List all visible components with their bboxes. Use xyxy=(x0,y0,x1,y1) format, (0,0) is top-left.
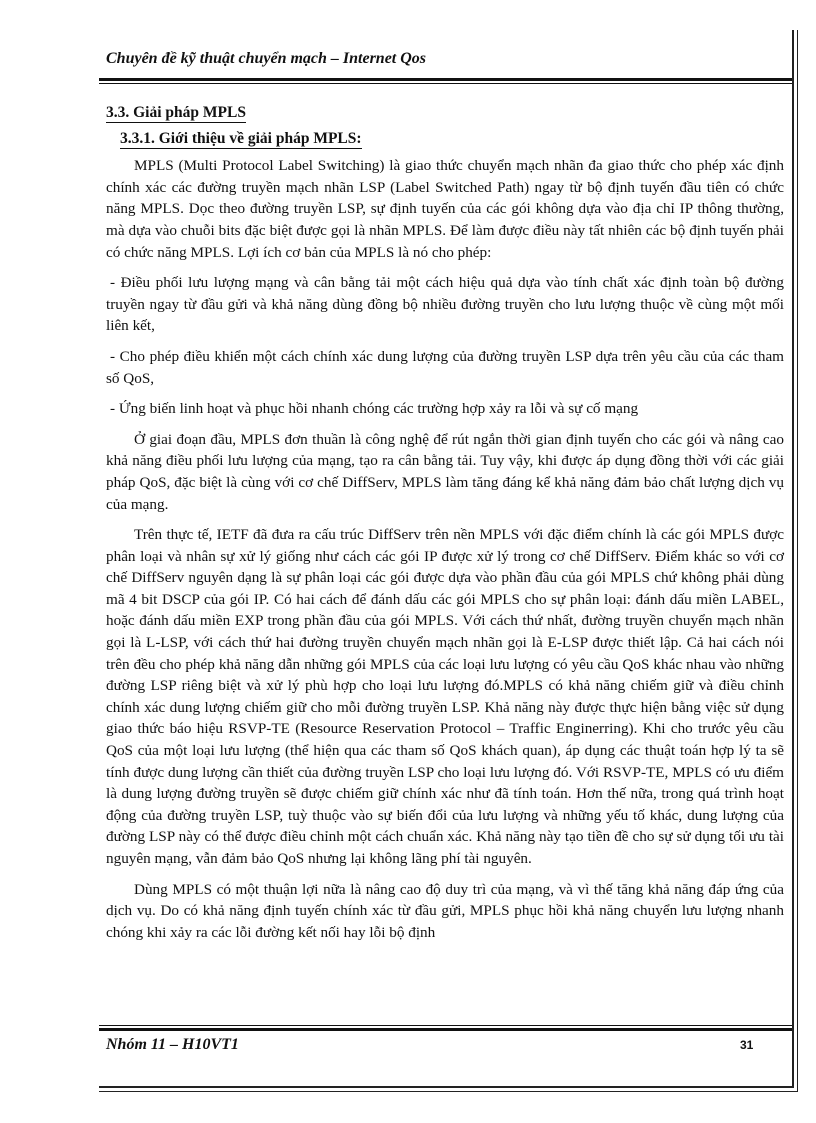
subsection-heading: 3.3.1. Giới thiệu về giải pháp MPLS: xyxy=(120,129,362,147)
paragraph: Dùng MPLS có một thuận lợi nữa là nâng cao độ duy trì của mạng, và vì thế tăng khả năng đáp ứng của dịch vụ. Do có khả năng định tuyến chính xác từ đầu gửi, MPLS phục hồi khả năng chuyển lưu lượng nhanh chóng khi xảy ra các lỗi đường kết nối hay lỗi bộ định xyxy=(106,880,784,941)
list-item: - Cho phép điều khiển một cách chính xác dung lượng của đường truyền LSP dựa trên yêu cầu của các tham số QoS, xyxy=(106,347,784,387)
page-border-right xyxy=(792,30,794,1088)
footer-group: Nhóm 11 – H10VT1 xyxy=(106,1036,239,1053)
list-item: - Ứng biến linh hoạt và phục hồi nhanh chóng các trường hợp xảy ra lỗi và sự cố mạng xyxy=(110,400,639,418)
paragraph-intro: MPLS (Multi Protocol Label Switching) là giao thức chuyển mạch nhãn đa giao thức cho phép xác định chính xác các đường truyền mạch nhãn LSP (Label Switched Path) ngay từ bộ định tuyến đầu tiên có chức năng MPLS. Dọc theo đường truyền LSP, sự định tuyến của các gói không dựa vào địa chỉ IP thông thường, mà dựa vào chuỗi bits đặc biệt được gọi là nhãn MPLS. Để làm được điều này tất nhiên các bộ định tuyến phải có chức năng MPLS. Lợi ích cơ bản của MPLS là nó cho phép: xyxy=(106,157,784,261)
page-body xyxy=(106,102,784,952)
paragraph: Trên thực tế, IETF đã đưa ra cấu trúc DiffServ trên nền MPLS với đặc điểm chính là các gói MPLS được phân loại và nhân sự xử lý giống như cách các gói IP được xử lý trong cơ chế DiffServ. Điểm khác so với cơ chế DiffServ nguyên dạng là sự phân loại các gói được dựa vào phần đầu của gói MPLS chứ không phải dùng mã 4 bit DSCP của gói IP. Có hai cách để đánh dấu các gói MPLS cho sự phân loại: đánh dấu miền LABEL, hoặc đánh dấu miền EXP trong phần đầu của gói MPLS. Với cách thứ nhất, đường truyền chuyển mạch nhãn gọi là L-LSP, với cách thứ hai đường truyền chuyển mạch nhãn gọi là E-LSP được thiết lập. Cả hai cách nói trên đều cho phép khả năng dẫn những gói MPLS của các loại lưu lượng có yêu cầu QoS khác nhau vào những đường LSP riêng biệt và xử lý phù hợp cho loại lưu lượng đó.MPLS có khả năng chiếm giữ và điều chỉnh chính xác dung lượng chiếm giữ cho mỗi đường truyền LSP. Khả năng này được thực hiện bằng việc sử dụng giao thức báo hiệu RSVP-TE (Resource Reservation Protocol – Traffic Enginerring). Khi cho trước yêu cầu QoS của một loại lưu lượng (thể hiện qua các tham số QoS khách quan), áp dụng các thuật toán hợp lý ta sẽ tính được dung lượng cần thiết của đường truyền LSP cho loại lưu lượng đó. Với RSVP-TE, MPLS có ưu điểm là dung lượng đường truyền sẽ được chiếm giữ chính xác như đã tính toán. Hơn thế nữa, trong quá trình hoạt động của đường truyền LSP, tuỳ thuộc vào sự biến đổi của lưu lượng và những yếu tố khác, dung lượng của đường LSP này có thể được điều chỉnh một cách chuẩn xác. Khả năng này tạo tiền đề cho sự sử dụng tối ưu tài nguyên mạng, vẫn đảm bảo QoS nhưng lại không lãng phí tài nguyên. xyxy=(106,526,784,867)
page-border-right-inner xyxy=(797,30,798,1092)
list-item: - Điều phối lưu lượng mạng và cân bằng tải một cách hiệu quả dựa vào tính chất xác định toàn bộ đường truyền ngay từ đầu gửi và khả năng dùng đồng bộ nhiều đường truyền cho lưu lượng thuộc về cùng một mối liên kết, xyxy=(106,274,784,335)
section-heading: 3.3. Giải pháp MPLS xyxy=(106,104,246,121)
page-number: 31 xyxy=(740,1038,754,1052)
header-rule-thin xyxy=(99,83,792,84)
paragraph: Ở giai đoạn đầu, MPLS đơn thuần là công nghệ để rút ngắn thời gian định tuyến cho các gói và nâng cao khả năng điều phối lưu lượng của mạng, tạo ra cân bằng tải. Tuy vậy, khi được áp dụng đồng thời với các giải pháp QoS, đặc biệt là cùng với cơ chế DiffServ, MPLS làm tăng đáng kể khả năng đảm bảo chất lượng dịch vụ của mạng. xyxy=(106,430,784,513)
page-border-bottom-inner xyxy=(99,1091,798,1092)
header-rule xyxy=(99,78,792,81)
footer-rule xyxy=(99,1028,792,1031)
running-header: Chuyên đề kỹ thuật chuyển mạch – Internet Qos xyxy=(106,50,427,67)
footer-rule-thin xyxy=(99,1025,792,1026)
page-border-bottom xyxy=(99,1086,794,1088)
